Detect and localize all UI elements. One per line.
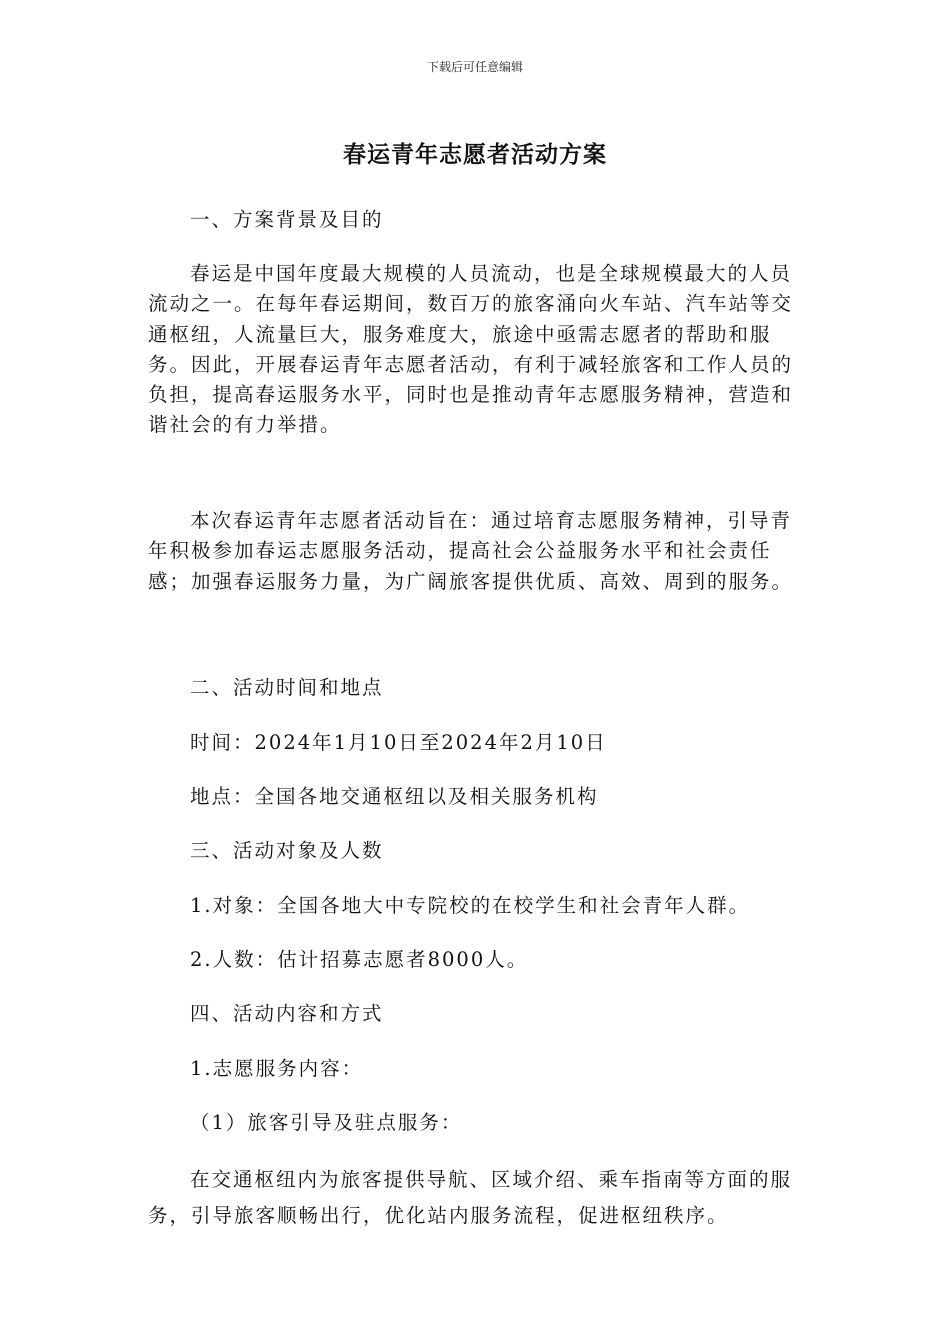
- paragraph-purpose: 本次春运青年志愿者活动旨在：通过培育志愿服务精神，引导青年积极参加春运志愿服务活动，提高社会公益服务水平和社会责任感；加强春运服务力量，为广阔旅客提供优质、高效、周到的服务。: [148, 509, 794, 593]
- section-heading-background: 一、方案背景及目的: [190, 208, 384, 231]
- paragraph-background: 春运是中国年度最大规模的人员流动，也是全球规模最大的人员流动之一。在每年春运期间，数百万的旅客涌向火车站、汽车站等交通枢纽，人流量巨大，服务难度大，旅途中亟需志愿者的帮助和服务。因此，开展春运青年志愿者活动，有利于减轻旅客和工作人员的负担，提高春运服务水平，同时也是推动青年志愿服务精神，营造和谐社会的有力举措。: [148, 262, 794, 437]
- section-heading-participants: 三、活动对象及人数: [190, 839, 384, 862]
- section-heading-content: 四、活动内容和方式: [190, 1002, 384, 1025]
- document-title: 春运青年志愿者活动方案: [343, 142, 607, 168]
- paragraph-place: 地点：全国各地交通枢纽以及相关服务机构: [190, 785, 599, 808]
- paragraph-guide-detail: 在交通枢纽内为旅客提供导航、区域介绍、乘车指南等方面的服务，引导旅客顺畅出行，优化站内服务流程，促进枢纽秩序。: [148, 1168, 793, 1227]
- paragraph-time: 时间：2024年1月10日至2024年2月10日: [190, 731, 607, 754]
- paragraph-count: 2.人数：估计招募志愿者8000人。: [190, 948, 529, 971]
- section-heading-time-place: 二、活动时间和地点: [190, 676, 384, 699]
- header-note: 下载后可任意编辑: [426, 60, 523, 74]
- paragraph-target: 1.对象：全国各地大中专院校的在校学生和社会青年人群。: [190, 894, 751, 917]
- paragraph-service-content: 1.志愿服务内容：: [190, 1057, 364, 1080]
- paragraph-guide-service: （1）旅客引导及驻点服务：: [190, 1111, 463, 1134]
